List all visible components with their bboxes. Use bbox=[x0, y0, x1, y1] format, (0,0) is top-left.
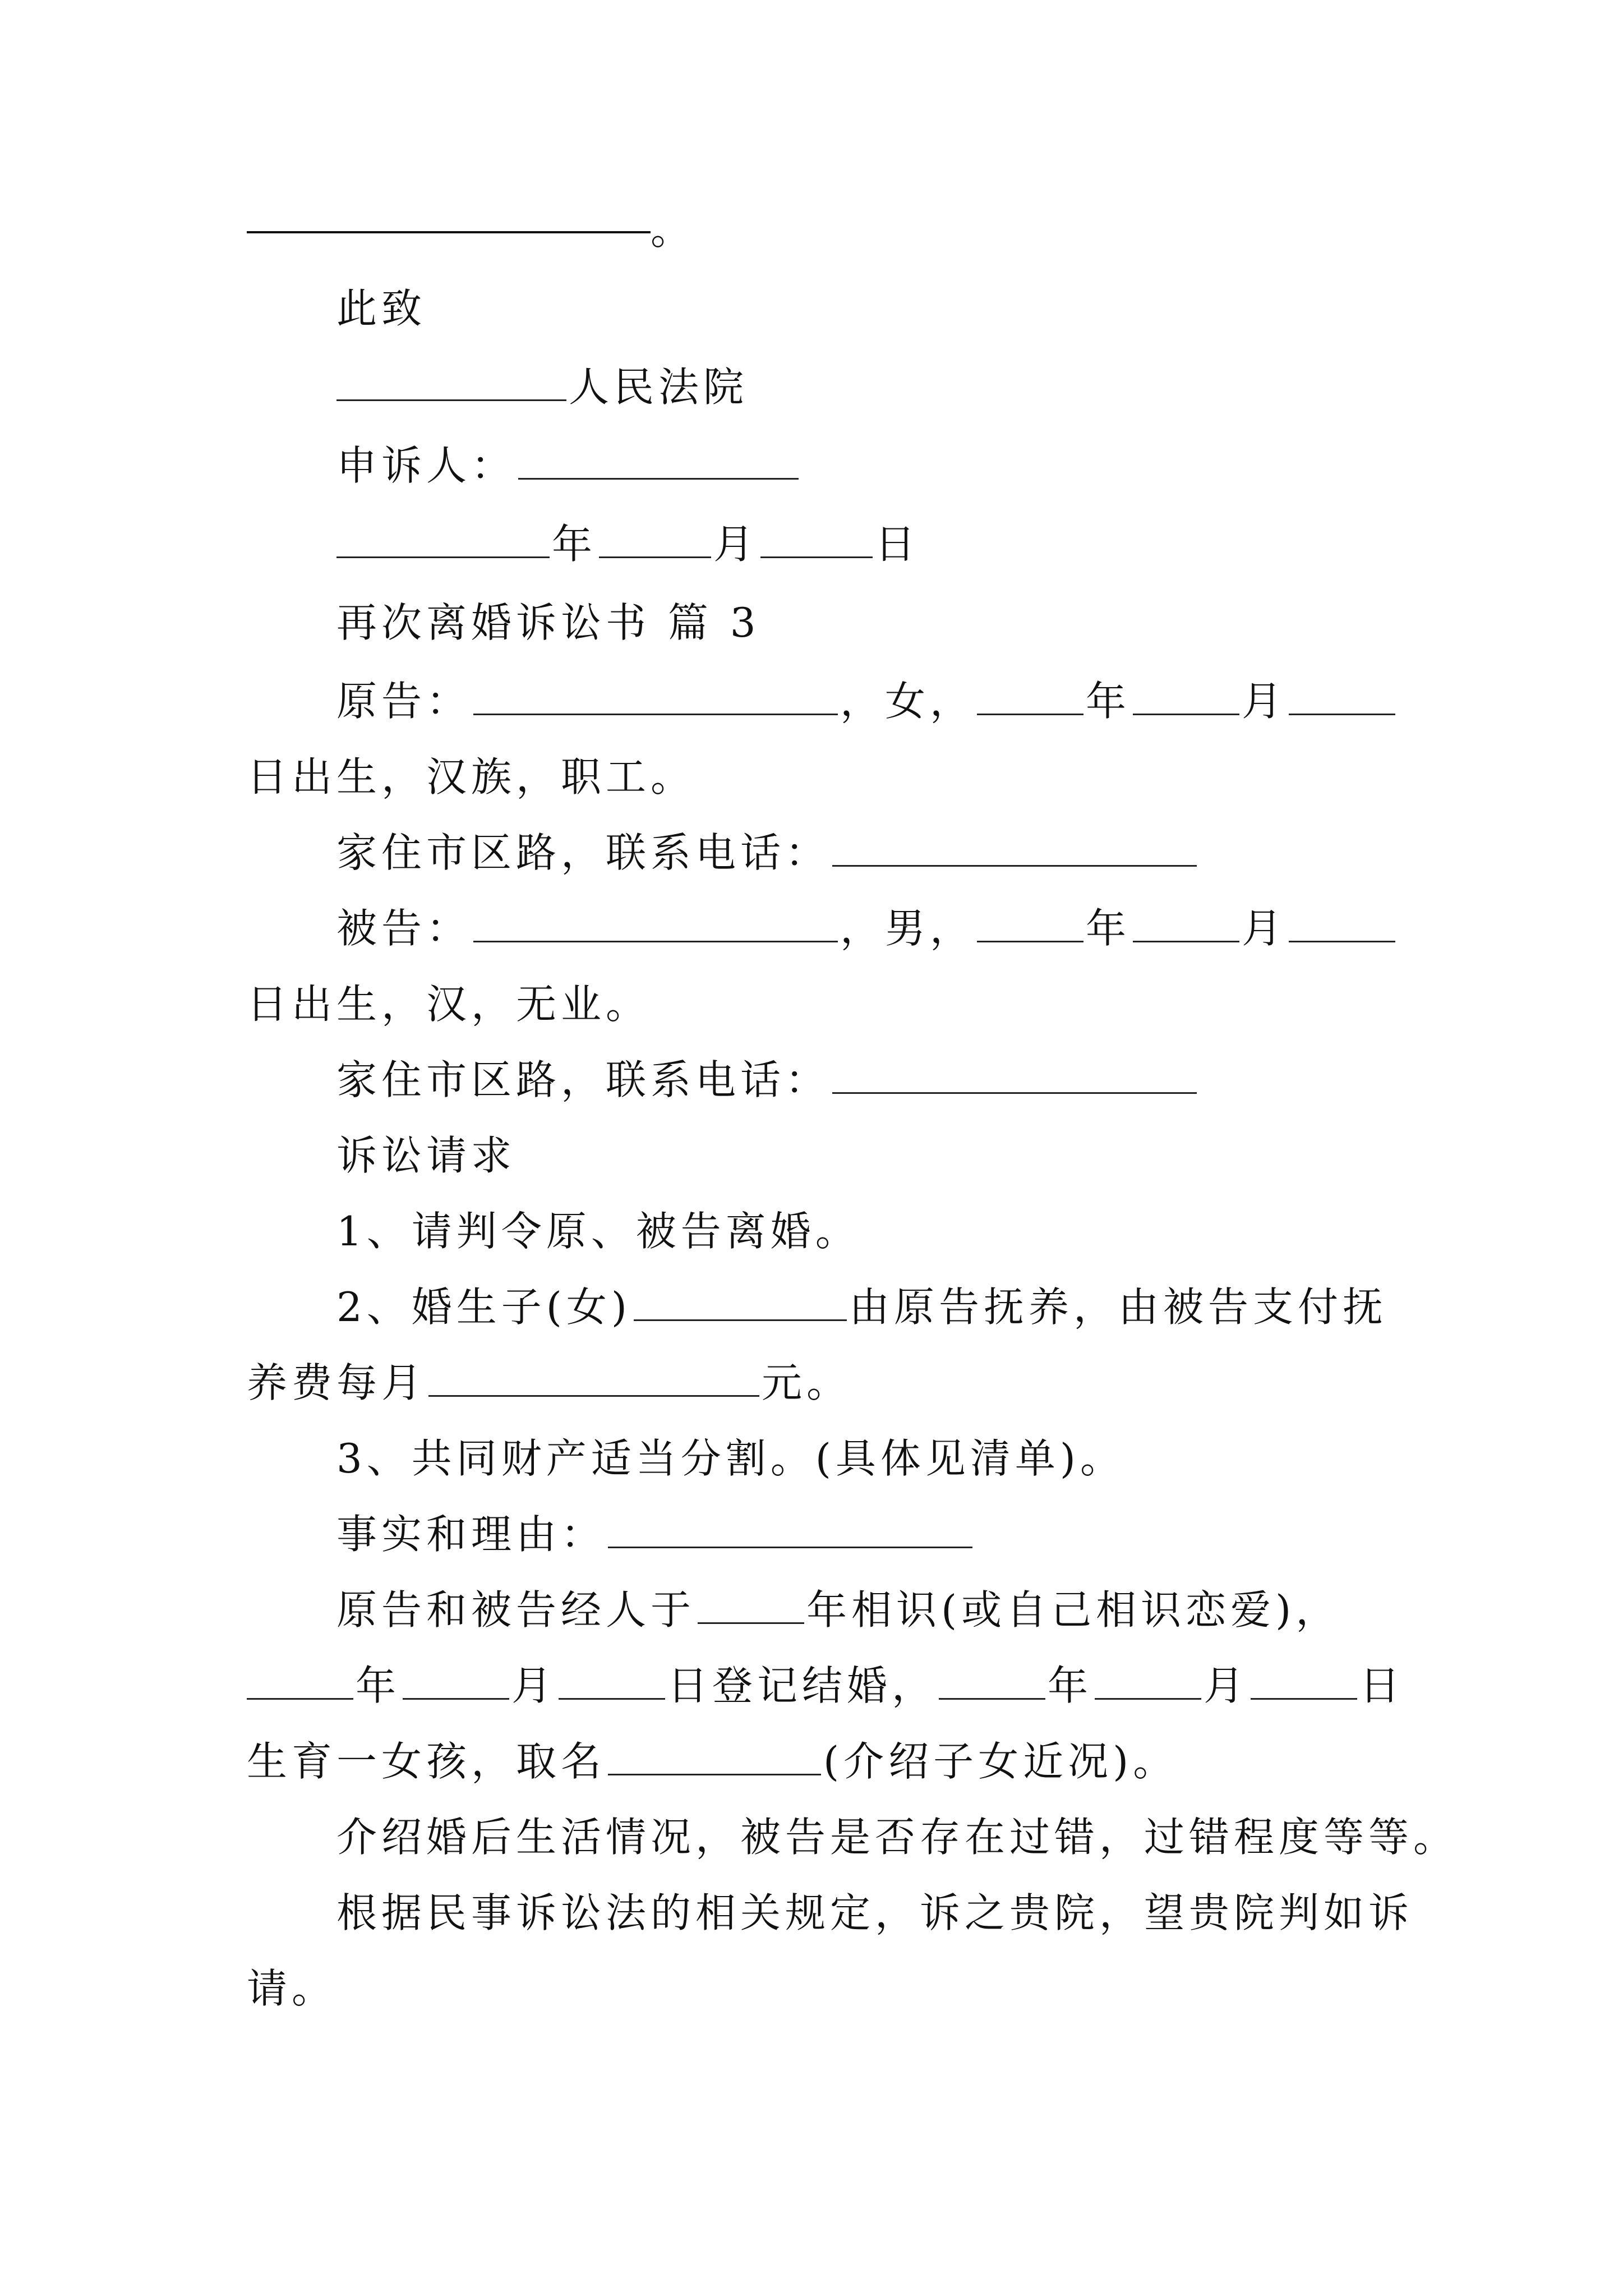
appellant-line: 申诉人： bbox=[336, 438, 801, 494]
date-line: 年 月 日 bbox=[336, 516, 920, 572]
marriage-day-blank[interactable] bbox=[559, 1659, 665, 1700]
salutation: 此致 bbox=[336, 285, 427, 332]
met-year-blank[interactable] bbox=[698, 1583, 804, 1624]
marriage-year-blank[interactable] bbox=[247, 1659, 353, 1700]
support-amount-blank[interactable] bbox=[428, 1356, 759, 1397]
claim-2: 2、婚生子(女) 由原告抚养，由被告支付抚 bbox=[336, 1279, 1387, 1335]
dash-rule bbox=[247, 202, 651, 233]
signature-dash-line bbox=[247, 202, 695, 258]
birth-year-blank[interactable] bbox=[939, 1659, 1045, 1700]
child-given-name-blank[interactable] bbox=[608, 1734, 821, 1775]
defendant-name-blank[interactable] bbox=[473, 901, 838, 942]
plaintiff-address-line: 家住市区路，联系电话： bbox=[336, 825, 1199, 881]
facts-line-1: 原告和被告经人于 年相识(或自己相识恋爱)， bbox=[336, 1582, 1340, 1638]
court-name-blank[interactable] bbox=[336, 360, 566, 401]
plaintiff-day-blank[interactable] bbox=[1289, 674, 1395, 715]
defendant-day-blank[interactable] bbox=[1289, 901, 1395, 942]
defendant-phone-blank[interactable] bbox=[832, 1053, 1197, 1094]
defendant-address-line: 家住市区路，联系电话： bbox=[336, 1052, 1199, 1108]
child-name-blank[interactable] bbox=[634, 1280, 847, 1321]
birth-month-blank[interactable] bbox=[1095, 1659, 1201, 1700]
year-blank[interactable] bbox=[336, 517, 550, 558]
defendant-birth-line: 日出生，汉，无业。 bbox=[247, 981, 651, 1028]
defendant-month-blank[interactable] bbox=[1133, 901, 1239, 942]
plaintiff-phone-blank[interactable] bbox=[832, 826, 1197, 867]
plaintiff-year-blank[interactable] bbox=[977, 674, 1083, 715]
facts-line-4: 介绍婚后生活情况，被告是否存在过错，过错程度等等。 bbox=[336, 1814, 1459, 1861]
month-blank[interactable] bbox=[599, 517, 711, 558]
claim-2-cont: 养费每月 元。 bbox=[247, 1355, 851, 1411]
section-title: 再次离婚诉讼书 篇 3 bbox=[336, 599, 760, 646]
plaintiff-birth-line: 日出生，汉族，职工。 bbox=[247, 753, 696, 800]
facts-line-5: 根据民事诉讼法的相关规定，诉之贵院，望贵院判如诉 bbox=[336, 1889, 1414, 1936]
claim-1: 1、请判令原、被告离婚。 bbox=[336, 1208, 860, 1255]
facts-line-3: 生育一女孩，取名 (介绍子女近况)。 bbox=[247, 1733, 1178, 1789]
day-blank[interactable] bbox=[760, 517, 873, 558]
plaintiff-line: 原告： ，女， 年 月 bbox=[336, 673, 1398, 729]
marriage-month-blank[interactable] bbox=[403, 1659, 509, 1700]
defendant-line: 被告： ，男， 年 月 bbox=[336, 900, 1398, 956]
claims-title: 诉讼请求 bbox=[336, 1132, 517, 1179]
facts-line-2: 年 月 日登记结婚， 年 月 日 bbox=[247, 1658, 1404, 1714]
court-line: 人民法院 bbox=[336, 359, 748, 415]
plaintiff-month-blank[interactable] bbox=[1133, 674, 1239, 715]
facts-label-line: 事实和理由： bbox=[336, 1506, 975, 1562]
birth-day-blank[interactable] bbox=[1251, 1659, 1357, 1700]
claim-3: 3、共同财产适当分割。(具体见清单)。 bbox=[336, 1435, 1125, 1482]
appellant-blank[interactable] bbox=[518, 439, 799, 480]
facts-line-6: 请。 bbox=[247, 1965, 337, 2012]
plaintiff-name-blank[interactable] bbox=[473, 674, 838, 715]
period: 。 bbox=[651, 206, 696, 254]
defendant-year-blank[interactable] bbox=[977, 901, 1083, 942]
facts-blank[interactable] bbox=[608, 1507, 972, 1548]
